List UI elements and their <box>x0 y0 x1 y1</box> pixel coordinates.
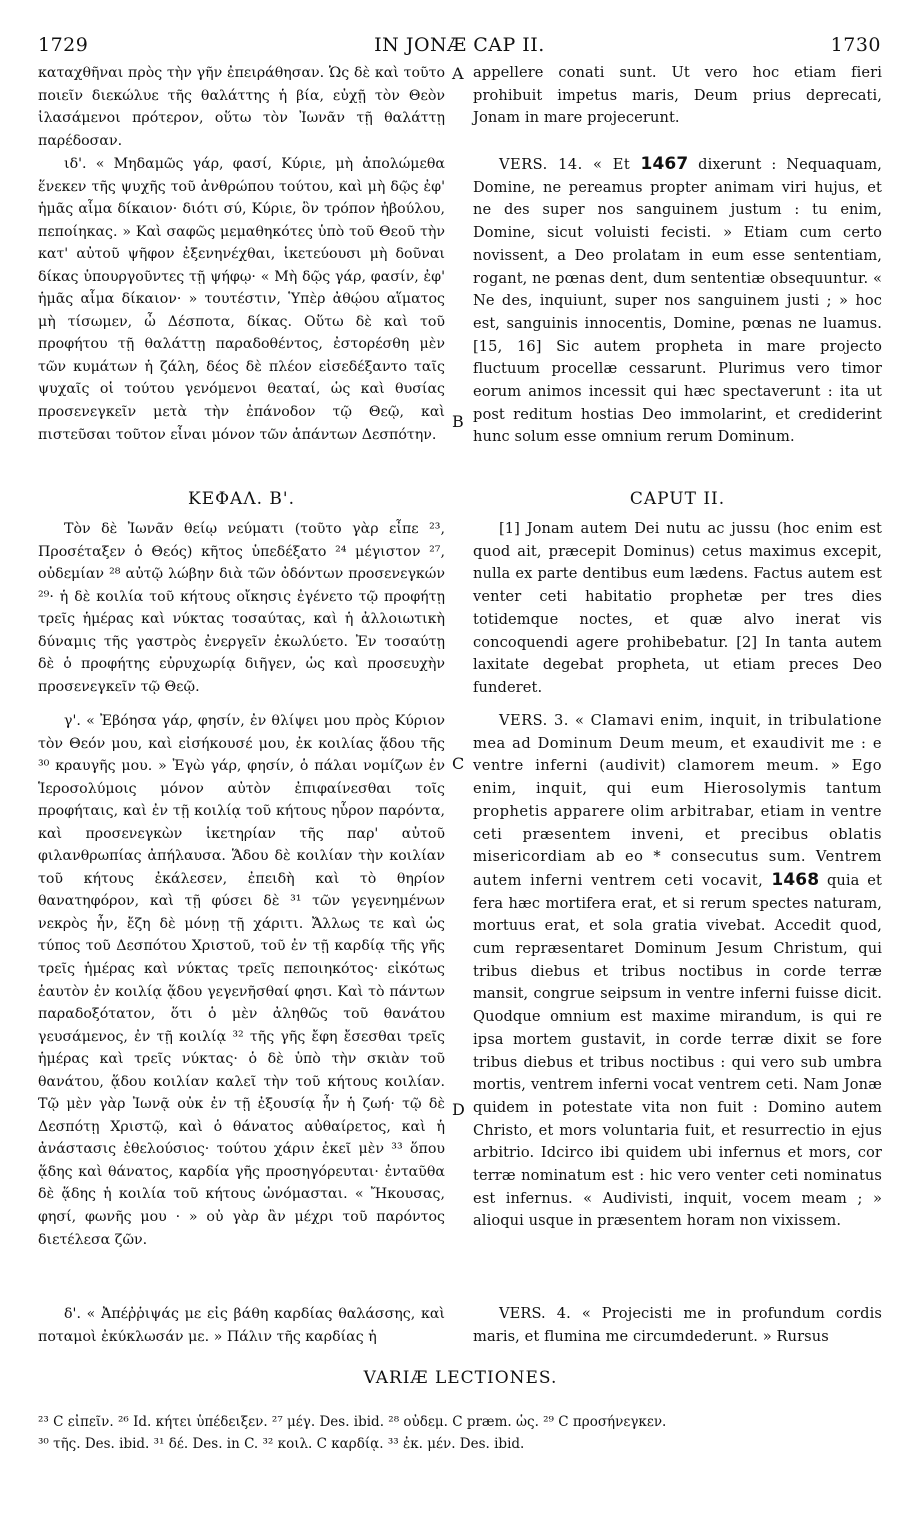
page-number-right: 1730 <box>830 34 881 56</box>
page-number-left: 1729 <box>38 34 89 56</box>
latin-paragraph-verse-3 <box>473 710 882 1233</box>
greek-paragraph-verse-3: γ'. « Ἐβόησα γάρ, φησίν, ἐν θλίψει μου πρὸς Κύριον τὸν Θεόν μου, καὶ εἰσήκουσέ μου, ἐκ κοιλίας ᾅδου τῆς ³⁰ κραυγῆς μου. » Ἐγὼ γάρ, φησίν, ὁ πάλαι νομίζων ἐν Ἱεροσολύμοις μόνον αὐτὸν ἐπιφαίνεσθαι τοῖς προφήταις, καὶ ἐν τῇ κοιλίᾳ τοῦ κήτους ηὗρον παρόντα, καὶ προσενεγκὼν ἱκετηρίαν τῆς παρ' αὐτοῦ φιλανθρωπίας ἀπήλαυσα. Ἅδου δὲ κοιλίαν τὴν κοιλίαν τοῦ κήτους ἐκάλεσεν, ἐπειδὴ καὶ τὸ θηρίον θανατηφόρον, καὶ τῇ φύσει δὲ ³¹ τῶν γεγενημένων νεκρὸς ἦν, ἔζη δὲ μόνῃ τῇ χάριτι. Ἄλλως τε καὶ ὡς τύπος τοῦ Δεσπότου Χριστοῦ, τοῦ ἐν τῇ καρδίᾳ τῆς γῆς τρεῖς ἡμέρας καὶ νύκτας τρεῖς πεποιηκότος· εἰκότως ἑαυτὸν ἐν κοιλίᾳ ᾅδου γεγενῆσθαί φησι. Καὶ τὸ πάντων παραδοξότατον, ὅτι ὁ μὲν ἀληθῶς τοῦ θανάτου γευσάμενος, ἐν τῇ κοιλίᾳ ³² τῆς γῆς ἔφη ἔσεσθαι τρεῖς ἡμέρας καὶ τρεῖς νύκτας· ὁ δὲ ὑπὸ τὴν σκιὰν τοῦ θανάτου, ᾅδου κοιλίαν καλεῖ τὴν τοῦ κήτους κοιλίαν. Τῷ μὲν γὰρ Ἰωνᾷ οὐκ ἐν τῇ ἐξουσίᾳ ἦν ἡ ζωή· τῷ δὲ Δεσπότῃ Χριστῷ, καὶ ὁ θάνατος αὐθαίρετος, καὶ ἡ ἀνάστασις ἐθελούσιος· τούτου χάριν ἐκεῖ μὲν ³³ ὅπου ᾅδης καὶ θάνατος, καρδία γῆς προσηγόρευται· ἐνταῦθα δὲ ᾅδης ἡ κοιλία τοῦ κήτους ὠνόμασται. « Ἤκουσας, φησί, φωνῆς μου · » οὐ γὰρ ἂν μέχρι τοῦ παρόντος διετέλεσα ζῶν. <box>38 713 445 1248</box>
variae-lectiones-title: VARIÆ LECTIONES. <box>363 1368 558 1388</box>
latin-paragraph-1: appellere conati sunt. Ut vero hoc etiam fieri prohibuit impetus maris, Deum prius deprecati, Jonam in mare projecerunt. <box>473 64 882 127</box>
latin-chapter-heading: CAPUT II. <box>629 489 726 509</box>
greek-chapter-heading: ΚΕΦΑΛ. Β'. <box>188 489 295 509</box>
margin-letter-c: C <box>452 754 465 773</box>
greek-paragraph-1: καταχθῆναι πρὸς τὴν γῆν ἐπειράθησαν. Ὡς δὲ καὶ τοῦτο ποιεῖν διεκώλυε τῆς θαλάττης ἡ βία, εὐχῇ τὸν Θεὸν ἱλασάμενοι πρότερον, οὕτω τὸν Ἰωνᾶν τῇ θαλάττῃ παρέδοσαν. <box>38 65 445 149</box>
margin-letter-a: A <box>452 64 464 83</box>
column-number-1468: 1468 <box>771 869 820 890</box>
latin-paragraph-verse-14 <box>473 153 882 449</box>
latin-verse-3-text: quia et fera hæc mortifera erat, et si rerum spectes naturam, mortuus erat, et sola gratia vivebat. Accedit quod, cum repræsentaret Dominum Jesum Christum, qui tribus diebus et tribus noctibus in corde terræ mansit, congrue seipsum in ventre inferni fuisse dicit. Quodque omnium est maxime mirandum, is qui re ipsa mortem gustavit, in corde terræ dixit se fore tribus diebus et tribus noctibus : qui vero sub umbra mortis, ventrem inferni vocat ventrem ceti. Nam Jonæ quidem in potestate vita non fuit : Domino autem Christo, et mors voluntaria fuit, et resurrectio in ejus arbitrio. Idcirco ibi quidem ubi infernus et mors, cor terræ nominatum est : hic vero venter ceti nominatus est infernus. « Audivisti, inquit, vocem meam ; » alioqui usque in præsentem horam non vixissem. <box>473 871 882 1230</box>
running-head <box>38 34 881 58</box>
greek-paragraph-verse-4: δ'. « Ἀπέῤῥιψάς με εἰς βάθη καρδίας θαλάσσης, καὶ ποταμοὶ ἐκύκλωσάν με. » Πάλιν τῆς καρδίας ἡ <box>38 1306 445 1345</box>
margin-letter-b: B <box>452 412 464 431</box>
greek-paragraph-2: Τὸν δὲ Ἰωνᾶν θείῳ νεύματι (τοῦτο γὰρ εἶπε ²³, Προσέταξεν ὁ Θεός) κῆτος ὑπεδέξατο ²⁴ μέγιστον ²⁷, οὐδεμίαν ²⁸ αὐτῷ λώβην διὰ τῶν ὀδόντων προσενεγκών ²⁹· ἡ δὲ κοιλία τοῦ κήτους οἴκησις ἐγένετο τῷ προφήτῃ τρεῖς ἡμέρας καὶ νύκτας τοσαύτας, καὶ ἡ ἀλλοιωτικὴ δύναμις τῆς γαστρὸς ἐνεργεῖν ἐκωλύετο. Ἐν τοσαύτῃ δὲ ὁ προφήτης εὐρυχωρίᾳ διῆγεν, ὡς καὶ προσευχὴν προσενεγκεῖν τῷ Θεῷ. <box>38 521 445 695</box>
latin-paragraph-verse-4: VERS. 4. « Projecisti me in profundum cordis maris, et flumina me circumdederunt. » Rursus <box>473 1305 882 1345</box>
latin-verse-3-lead: VERS. 3. « Clamavi enim, inquit, in tribulatione mea ad Dominum Deum meum, et exaudivit me : e ventre inferni (audivit) clamorem meum. » Ego enim, inquit, qui eum Hierosolymis tantum prophetis apparere olim arbitrabar, etiam in ventre ceti præsentem inveni, et precibus oblatis misericordiam ab eo * consecutus sum. Ventrem autem inferni ventrem ceti vocavit, <box>473 712 882 889</box>
running-title: IN JONÆ CAP II. <box>374 34 545 56</box>
latin-verse-14-text: dixerunt : Nequaquam, Domine, ne pereamus propter animam viri hujus, et ne des super nos sanguinem justum : tu enim, Domine, sicut voluisti fecisti. » Etiam cum certo novissent, a Deo prolatam in eum esse sententiam, rogant, ne pœnas dent, dum sententiæ obsequuntur. « Ne des, inquiunt, super nos sanguinem justi ; » hoc est, sanguinis innocentis, Domine, pœnas ne luamus. [15, 16] Sic autem propheta in mare projecto fluctuum procellæ cessarunt. Plurimus vero timor eorum animos incessit qui hæc spectaverunt : ita ut post reditum hostias Deo immolarint, et crediderint hunc solum esse omnium rerum Dominum. <box>473 156 882 446</box>
latin-verse-14-lead: VERS. 14. « Et <box>499 156 641 173</box>
column-number-1467: 1467 <box>640 154 689 174</box>
margin-letter-d: D <box>452 1100 465 1119</box>
variae-lectiones-line-1: ²³ C εἰπεῖν. ²⁶ Id. κήτει ὑπέδειξεν. ²⁷ μέγ. Des. ibid. ²⁸ οὐδεμ. C præm. ὡς. ²⁹ C προσήνεγκεν. <box>38 1414 667 1430</box>
latin-paragraph-2: [1] Jonam autem Dei nutu ac jussu (hoc enim est quod ait, præcepit Dominus) cetus maximus excepit, nulla ex parte dentibus eum lædens. Factus autem est venter ceti habitatio prophetæ per tres dies totidemque noctes, et quæ alvo inerat vis concoquendi agere prohibebatur. [2] In tanta autem laxitate degebat propheta, ut etiam preces Deo funderet. <box>473 520 882 696</box>
variae-lectiones-line-2: ³⁰ τῆς. Des. ibid. ³¹ δέ. Des. in C. ³² κοιλ. C καρδίᾳ. ³³ ἐκ. μέν. Des. ibid. <box>38 1436 525 1452</box>
greek-paragraph-verse-14: ιδ'. « Μηδαμῶς γάρ, φασί, Κύριε, μὴ ἀπολώμεθα ἕνεκεν τῆς ψυχῆς τοῦ ἀνθρώπου τούτου, καὶ μὴ δῷς ἐφ' ἡμᾶς αἷμα δίκαιον· διότι σύ, Κύριε, ὃν τρόπον ἠβούλου, πεποίηκας. » Καὶ σαφῶς μεμαθηκότες ὑπὸ τοῦ Θεοῦ τὴν κατ' αὐτοῦ ψῆφον ἐξενηνέχθαι, ἱκετεύουσι μὴ δοῦναι δίκας ὑπουργοῦντες τῇ ψήφῳ· « Μὴ δῷς γάρ, φασίν, ἐφ' ἡμᾶς αἷμα δίκαιον· » τουτέστιν, Ὑπὲρ ἀθῴου αἵματος μὴ τίσωμεν, ὦ Δέσποτα, δίκας. Οὕτω δὲ καὶ τοῦ προφήτου τῇ θαλάττῃ παραδοθέντος, ἐστορέσθη μὲν τῶν κυμάτων ἡ ζάλη, δέος δὲ πλέον εἰσεδέξαντο ταῖς ψυχαῖς οἱ τούτου γενόμενοι θεαταί, ὡς καὶ θυσίας προσενεγκεῖν μετὰ τὴν ἐπάνοδον τῷ Θεῷ, καὶ πιστεῦσαι τοῦτον εἶναι μόνον τῶν ἁπάντων Δεσπότην. <box>38 156 445 443</box>
